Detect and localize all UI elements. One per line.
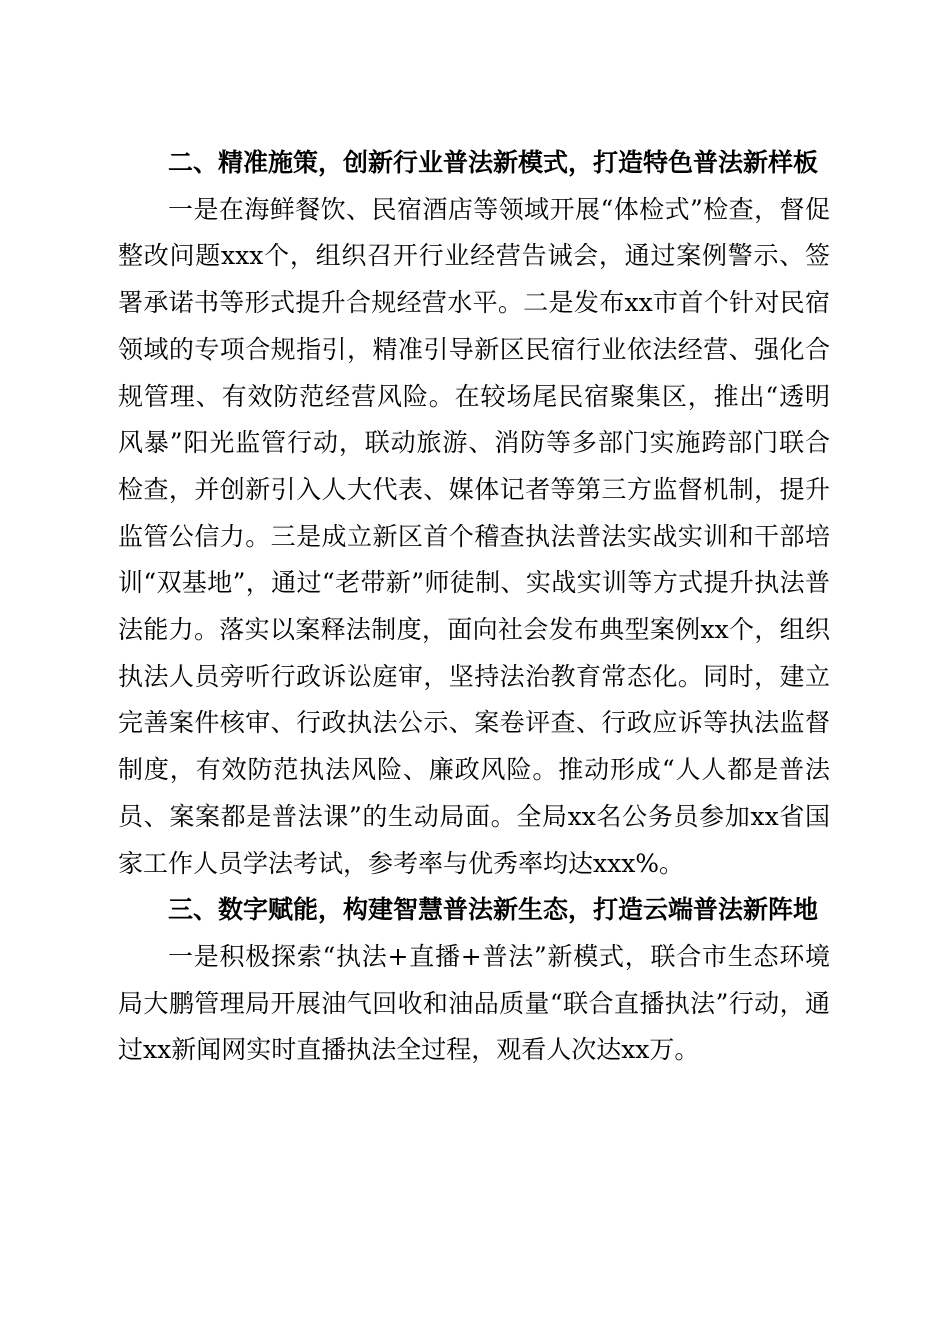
section-heading-2: 二、精准施策，创新行业普法新模式，打造特色普法新样板 (168, 148, 819, 177)
section-paragraph-2: 一是在海鲜餐饮、民宿酒店等领域开展“体检式”检查，督促整改问题xxx个，组织召开行业经营告诫会，通过案例警示、签署承诺书等形式提升合规经营水平。二是发布xx市首个针对民宿领域的专项合规指引，精准引导新区民宿行业依法经营、强化合规管理、有效防范经营风险。在较场尾民宿聚集区，推出“透明风暴”阳光监管行动，联动旅游、消防等多部门实施跨部门联合检查，并创新引入人大代表、媒体记者等第三方监督机制，提升监管公信力。三是成立新区首个稽查执法普法实战实训和干部培训“双基地”，通过“老带新”师徒制、实战实训等方式提升执法普法能力。落实以案释法制度，面向社会发布典型案例xx个，组织执法人员旁听行政诉讼庭审，坚持法治教育常态化。同时，建立完善案件核审、行政执法公示、案卷评查、行政应诉等执法监督制度，有效防范执法风险、廉政风险。推动形成“人人都是普法员、案案都是普法课”的生动局面。全局xx名公务员参加xx省国家工作人员学法考试，参考率与优秀率均达xxx%。 (118, 194, 830, 878)
section-paragraph-3: 一是积极探索“执法+直播+普法”新模式，联合市生态环境局大鹏管理局开展油气回收和油品质量“联合直播执法”行动，通过xx新闻网实时直播执法全过程，观看人次达xx万。 (118, 941, 830, 1065)
document-body (118, 140, 830, 1074)
section-heading-3: 三、数字赋能，构建智慧普法新生态，打造云端普法新阵地 (168, 895, 819, 925)
